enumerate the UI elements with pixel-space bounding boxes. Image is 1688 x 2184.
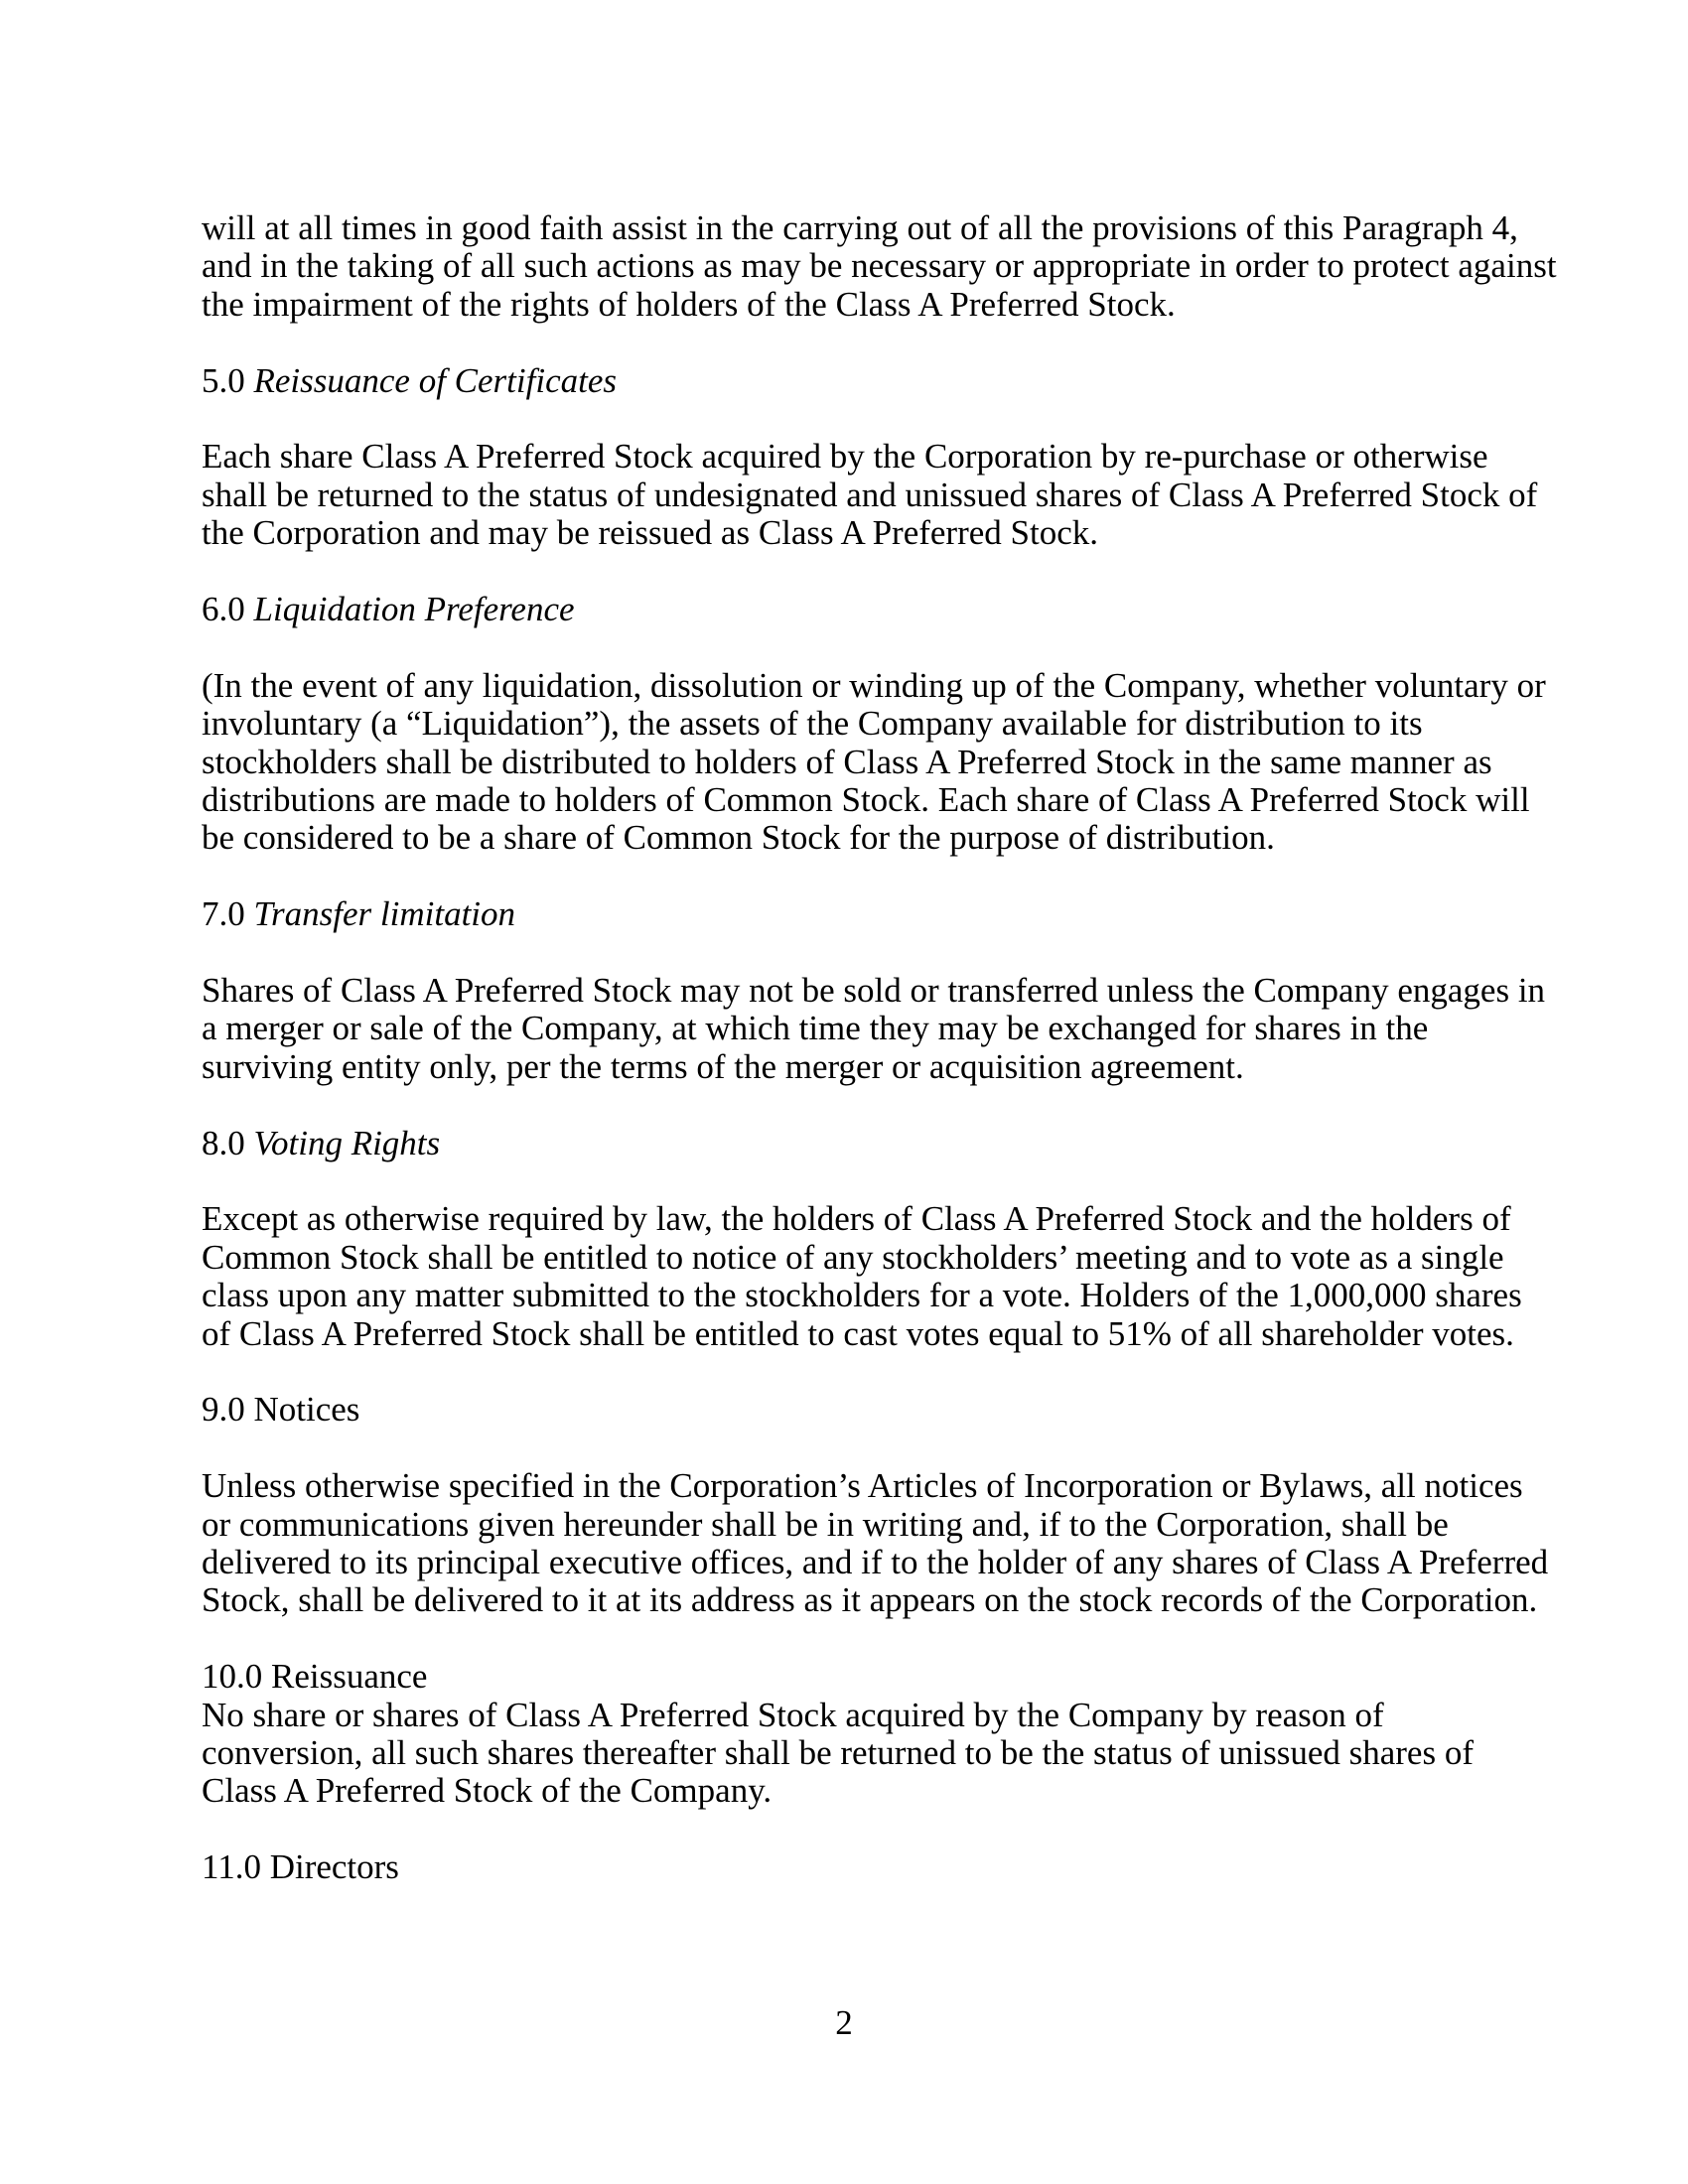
text-line: and in the taking of all such actions as may be necessary or appropriate in order to protect against xyxy=(202,246,1557,286)
text-line: Class A Preferred Stock of the Company. xyxy=(202,1771,773,1811)
section-heading-7-0 xyxy=(202,895,1502,933)
page-number: 2 xyxy=(835,2003,853,2042)
text-line: Common Stock shall be entitled to notice of any stockholders’ meeting and to vote as a single xyxy=(202,1237,1504,1277)
text-line: involuntary (a “Liquidation”), the assets of the Company available for distribution to its xyxy=(202,704,1423,744)
text-line: a merger or sale of the Company, at which time they may be exchanged for shares in the xyxy=(202,1009,1429,1048)
text-line: the impairment of the rights of holders of the Class A Preferred Stock. xyxy=(202,284,1176,324)
section-number: 9.0 xyxy=(202,1390,254,1430)
paragraph xyxy=(202,1466,1549,1620)
section-heading-8-0 xyxy=(202,1125,1502,1162)
text-line: Except as otherwise required by law, the holders of Class A Preferred Stock and the holders of xyxy=(202,1199,1511,1239)
text-line: Each share Class A Preferred Stock acquired by the Corporation by re-purchase or otherwise xyxy=(202,437,1488,477)
section-title: Reissuance of Certificates xyxy=(253,360,617,400)
section-title: Reissuance xyxy=(271,1657,428,1697)
section-heading-9-0 xyxy=(202,1391,1502,1429)
section-number: 6.0 xyxy=(202,590,254,629)
section-number: 7.0 xyxy=(202,894,254,934)
text-line: No share or shares of Class A Preferred Stock acquired by the Company by reason of xyxy=(202,1695,1384,1734)
text-line: Unless otherwise specified in the Corporation’s Articles of Incorporation or Bylaws, all notices xyxy=(202,1466,1523,1506)
text-line: Stock, shall be delivered to it at its address as it appears on the stock records of the Corporation. xyxy=(202,1580,1538,1620)
text-line: stockholders shall be distributed to holders of Class A Preferred Stock in the same manner as xyxy=(202,742,1492,781)
section-heading-5-0 xyxy=(202,362,1502,400)
text-line: surviving entity only, per the terms of the merger or acquisition agreement. xyxy=(202,1046,1244,1086)
section-title: Liquidation Preference xyxy=(253,590,575,629)
section-number: 11.0 xyxy=(202,1847,270,1887)
text-line: Shares of Class A Preferred Stock may not be sold or transferred unless the Company engages in xyxy=(202,971,1546,1011)
text-line: or communications given hereunder shall be in writing and, if to the Corporation, shall be xyxy=(202,1504,1449,1544)
text-line: shall be returned to the status of undesignated and unissued shares of Class A Preferred Stock of xyxy=(202,475,1538,514)
text-line: the Corporation and may be reissued as Class A Preferred Stock. xyxy=(202,513,1098,553)
text-line: class upon any matter submitted to the stockholders for a vote. Holders of the 1,000,000 shares xyxy=(202,1276,1522,1315)
paragraph xyxy=(202,1199,1522,1353)
section-heading-6-0 xyxy=(202,591,1502,628)
text-line: conversion, all such shares thereafter shall be returned to be the status of unissued shares of xyxy=(202,1733,1474,1773)
section-heading-10-0 xyxy=(202,1658,1502,1696)
section-number: 5.0 xyxy=(202,360,254,400)
paragraph xyxy=(202,971,1546,1086)
text-line: of Class A Preferred Stock shall be entitled to cast votes equal to 51% of all shareholder votes. xyxy=(202,1313,1514,1353)
text-line: be considered to be a share of Common Stock for the purpose of distribution. xyxy=(202,818,1275,858)
section-title: Notices xyxy=(253,1390,360,1430)
section-title: Directors xyxy=(269,1847,399,1887)
text-line: distributions are made to holders of Common Stock. Each share of Class A Preferred Stock will xyxy=(202,780,1530,820)
text-line: will at all times in good faith assist in the carrying out of all the provisions of this Paragraph 4, xyxy=(202,208,1518,247)
text-line: delivered to its principal executive offices, and if to the holder of any shares of Class A Preferred xyxy=(202,1543,1549,1582)
text-line: (In the event of any liquidation, dissolution or winding up of the Company, whether voluntary or xyxy=(202,665,1546,705)
paragraph xyxy=(202,1697,1502,1811)
document-body xyxy=(202,208,1557,1925)
section-title: Transfer limitation xyxy=(253,894,516,934)
paragraph xyxy=(202,208,1557,324)
paragraph xyxy=(202,665,1546,858)
section-heading-11-0 xyxy=(202,1848,1502,1886)
paragraph xyxy=(202,437,1538,553)
section-number: 8.0 xyxy=(202,1123,254,1162)
section-number: 10.0 xyxy=(202,1657,271,1697)
section-title: Voting Rights xyxy=(253,1123,441,1162)
